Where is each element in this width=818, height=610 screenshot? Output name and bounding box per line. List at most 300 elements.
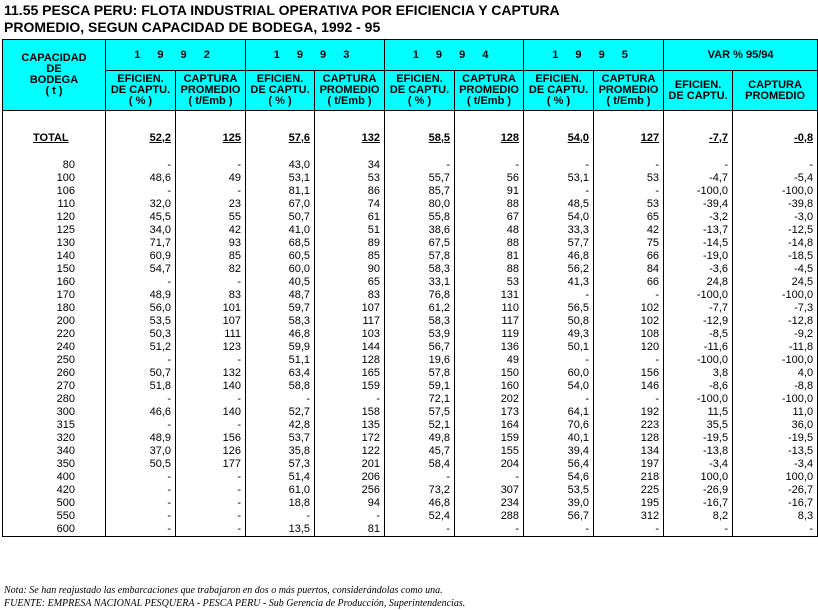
row-label: 150	[3, 263, 106, 276]
table-cell: 56,2	[524, 263, 594, 276]
table-cell: 88	[455, 263, 524, 276]
table-cell: -	[176, 510, 246, 523]
table-row	[3, 237, 818, 250]
header-efic-1995: EFICIEN. DE CAPTU. ( % )	[524, 71, 594, 111]
table-cell: 33,1	[385, 276, 455, 289]
table-cell: 128	[594, 432, 664, 445]
table-cell: -26,7	[733, 484, 818, 497]
table-cell: -16,7	[664, 497, 733, 510]
table-cell: 94	[315, 497, 385, 510]
row-label: 200	[3, 315, 106, 328]
table-cell: 120	[594, 341, 664, 354]
table-cell: 110	[455, 302, 524, 315]
table-cell: 158	[315, 406, 385, 419]
table-cell: 218	[594, 471, 664, 484]
row-label: 420	[3, 484, 106, 497]
table-cell: -	[385, 523, 455, 537]
spacer-cell	[246, 145, 315, 159]
table-cell: 45,5	[106, 211, 176, 224]
table-cell: -11,8	[733, 341, 818, 354]
table-cell: 67,0	[246, 198, 315, 211]
spacer-cell	[315, 111, 385, 132]
table-cell: -100,0	[664, 354, 733, 367]
table-cell: 85	[315, 250, 385, 263]
table-cell: 11,5	[664, 406, 733, 419]
table-cell: 86	[315, 185, 385, 198]
spacer-cell	[3, 145, 106, 159]
table-cell: 100,0	[664, 471, 733, 484]
table-cell: 56,4	[524, 458, 594, 471]
table-cell: 103	[315, 328, 385, 341]
table-cell: 177	[176, 458, 246, 471]
table-cell: 24,8	[664, 276, 733, 289]
table-cell: 40,1	[524, 432, 594, 445]
table-cell: 140	[176, 380, 246, 393]
table-cell: -	[455, 471, 524, 484]
table-cell: 108	[594, 328, 664, 341]
table-cell: 81	[315, 523, 385, 537]
row-label: 340	[3, 445, 106, 458]
table-cell: -	[106, 484, 176, 497]
table-cell: -39,8	[733, 198, 818, 211]
table-cell: -	[106, 159, 176, 172]
table-cell: 60,5	[246, 250, 315, 263]
table-cell: -9,2	[733, 328, 818, 341]
table-cell: 48,7	[246, 289, 315, 302]
table-cell: 67	[455, 211, 524, 224]
row-label: 315	[3, 419, 106, 432]
table-cell: 140	[176, 406, 246, 419]
table-cell: 67,5	[385, 237, 455, 250]
total-row	[3, 131, 818, 145]
row-label: 110	[3, 198, 106, 211]
table-cell: 34	[315, 159, 385, 172]
row-label: 270	[3, 380, 106, 393]
table-cell: 85	[176, 250, 246, 263]
row-label: 130	[3, 237, 106, 250]
table-cell: 50,3	[106, 328, 176, 341]
spacer-cell	[246, 111, 315, 132]
table-cell: 39,0	[524, 497, 594, 510]
table-cell: 56	[455, 172, 524, 185]
table-cell: -19,0	[664, 250, 733, 263]
table-cell: 58,8	[246, 380, 315, 393]
table-cell: 42	[594, 224, 664, 237]
table-cell: 54,0	[524, 380, 594, 393]
table-row	[3, 198, 818, 211]
table-cell: 82	[176, 263, 246, 276]
table-cell: -7,7	[664, 302, 733, 315]
table-row	[3, 523, 818, 537]
table-cell: 91	[455, 185, 524, 198]
spacer-cell	[455, 111, 524, 132]
table-cell: 45,7	[385, 445, 455, 458]
table-cell: -	[385, 159, 455, 172]
table-cell: 35,8	[246, 445, 315, 458]
table-cell: 34,0	[106, 224, 176, 237]
table-row	[3, 406, 818, 419]
table-cell: -	[176, 159, 246, 172]
table-cell: 18,8	[246, 497, 315, 510]
table-cell: -8,6	[664, 380, 733, 393]
table-cell: -	[315, 510, 385, 523]
table-cell: 37,0	[106, 445, 176, 458]
table-cell: 132	[315, 131, 385, 145]
table-cell: -12,9	[664, 315, 733, 328]
table-cell: 204	[455, 458, 524, 471]
table-cell: 49	[455, 354, 524, 367]
table-cell: -	[106, 393, 176, 406]
table-cell: 122	[315, 445, 385, 458]
table-cell: -	[176, 276, 246, 289]
table-cell: 50,7	[106, 367, 176, 380]
spacer-cell	[176, 111, 246, 132]
table-cell: 159	[315, 380, 385, 393]
table-row	[3, 484, 818, 497]
table-cell: -	[455, 523, 524, 537]
table-cell: 111	[176, 328, 246, 341]
table-cell: 54,7	[106, 263, 176, 276]
spacer-cell	[315, 145, 385, 159]
row-label: 170	[3, 289, 106, 302]
table-cell: 59,7	[246, 302, 315, 315]
table-cell: 53	[594, 172, 664, 185]
table-cell: 51	[315, 224, 385, 237]
table-cell: -3,2	[664, 211, 733, 224]
table-cell: 48,9	[106, 289, 176, 302]
table-cell: -19,5	[733, 432, 818, 445]
header-year-1994: 1 9 9 4	[385, 40, 524, 71]
header-capacidad-label: CAPACIDAD DE BODEGA ( t )	[21, 52, 87, 97]
table-row	[3, 211, 818, 224]
table-cell: -12,5	[733, 224, 818, 237]
table-cell: 117	[315, 315, 385, 328]
table-cell: 90	[315, 263, 385, 276]
row-label: 280	[3, 393, 106, 406]
header-capacidad	[3, 40, 106, 111]
table-cell: 64,1	[524, 406, 594, 419]
spacer-cell	[594, 111, 664, 132]
table-cell: -14,8	[733, 237, 818, 250]
table-cell: 134	[594, 445, 664, 458]
table-cell: 50,7	[246, 211, 315, 224]
table-cell: -	[176, 497, 246, 510]
table-cell: -	[106, 185, 176, 198]
table-row	[3, 354, 818, 367]
spacer-cell	[524, 111, 594, 132]
table-title-line2: PROMEDIO, SEGUN CAPACIDAD DE BODEGA, 1992 - 95	[4, 19, 381, 35]
table-cell: 49,3	[524, 328, 594, 341]
spacer-cell	[664, 145, 733, 159]
header-var-efic: EFICIEN. DE CAPTU.	[664, 71, 733, 111]
table-cell: 8,3	[733, 510, 818, 523]
table-cell: 197	[594, 458, 664, 471]
row-label: 260	[3, 367, 106, 380]
table-cell: 156	[594, 367, 664, 380]
table-cell: 156	[176, 432, 246, 445]
table-cell: -100,0	[733, 289, 818, 302]
table-row	[3, 367, 818, 380]
table-cell: 53	[455, 276, 524, 289]
table-cell: 57,6	[246, 131, 315, 145]
table-cell: 84	[594, 263, 664, 276]
table-cell: 76,8	[385, 289, 455, 302]
table-cell: 53,9	[385, 328, 455, 341]
table-cell: 55,8	[385, 211, 455, 224]
table-cell: -	[664, 159, 733, 172]
table-cell: 155	[455, 445, 524, 458]
source-note: FUENTE: EMPRESA NACIONAL PESQUERA - PESCA PERU - Sub Gerencia de Producción, Superintendencias.	[4, 598, 466, 609]
table-cell: 53	[315, 172, 385, 185]
header-year-1993: 1 9 9 3	[246, 40, 385, 71]
table-cell: 49,8	[385, 432, 455, 445]
table-cell: 93	[176, 237, 246, 250]
table-cell: -	[246, 510, 315, 523]
table-cell: 35,5	[664, 419, 733, 432]
table-cell: 60,9	[106, 250, 176, 263]
table-cell: -100,0	[664, 185, 733, 198]
table-cell: 57,3	[246, 458, 315, 471]
spacer-cell	[733, 145, 818, 159]
table-cell: 195	[594, 497, 664, 510]
table-cell: 75	[594, 237, 664, 250]
table-row	[3, 328, 818, 341]
table-cell: 150	[455, 367, 524, 380]
table-cell: 144	[315, 341, 385, 354]
table-cell: 11,0	[733, 406, 818, 419]
table-cell: 48,9	[106, 432, 176, 445]
table-cell: 206	[315, 471, 385, 484]
table-cell: 54,0	[524, 131, 594, 145]
spacer-cell	[385, 111, 455, 132]
table-cell: 57,8	[385, 367, 455, 380]
table-cell: -	[594, 354, 664, 367]
table-cell: -13,8	[664, 445, 733, 458]
table-cell: 119	[455, 328, 524, 341]
table-cell: 52,4	[385, 510, 455, 523]
table-cell: -14,5	[664, 237, 733, 250]
table-row	[3, 172, 818, 185]
table-cell: -	[176, 185, 246, 198]
row-label: 350	[3, 458, 106, 471]
table-cell: -3,4	[664, 458, 733, 471]
table-row	[3, 471, 818, 484]
row-label: 250	[3, 354, 106, 367]
table-row	[3, 276, 818, 289]
table-cell: -100,0	[733, 393, 818, 406]
table-cell: -	[246, 393, 315, 406]
table-cell: -8,8	[733, 380, 818, 393]
table-cell: -11,6	[664, 341, 733, 354]
row-label: 220	[3, 328, 106, 341]
table-cell: 68,5	[246, 237, 315, 250]
spacer-cell	[524, 145, 594, 159]
header-captura-1993: CAPTURA PROMEDIO ( t/Emb )	[315, 71, 385, 111]
table-cell: 57,8	[385, 250, 455, 263]
table-cell: 53,5	[524, 484, 594, 497]
table-row	[3, 393, 818, 406]
table-cell: 58,4	[385, 458, 455, 471]
table-cell: 32,0	[106, 198, 176, 211]
header-year-1995: 1 9 9 5	[524, 40, 664, 71]
table-cell: 63,4	[246, 367, 315, 380]
row-label: 100	[3, 172, 106, 185]
table-cell: 60,0	[246, 263, 315, 276]
table-cell: 192	[594, 406, 664, 419]
table-cell: -39,4	[664, 198, 733, 211]
table-cell: 55	[176, 211, 246, 224]
table-cell: 160	[455, 380, 524, 393]
table-cell: -16,7	[733, 497, 818, 510]
spacer-cell	[106, 111, 176, 132]
table-cell: -	[176, 471, 246, 484]
table-row	[3, 185, 818, 198]
table-body	[3, 111, 818, 537]
table-cell: 36,0	[733, 419, 818, 432]
spacer-cell	[106, 145, 176, 159]
row-label: 140	[3, 250, 106, 263]
table-cell: 46,6	[106, 406, 176, 419]
footnote: Nota: Se han reajustado las embarcaciones que trabajaron en dos o más puertos, considerándolas como una.	[4, 585, 443, 596]
table-cell: 127	[594, 131, 664, 145]
table-cell: 172	[315, 432, 385, 445]
table-cell: 88	[455, 198, 524, 211]
table-cell: 40,5	[246, 276, 315, 289]
table-cell: 135	[315, 419, 385, 432]
table-cell: -	[176, 484, 246, 497]
table-cell: -4,5	[733, 263, 818, 276]
table-cell: 201	[315, 458, 385, 471]
table-cell: 39,4	[524, 445, 594, 458]
row-label: 80	[3, 159, 106, 172]
table-cell: -13,7	[664, 224, 733, 237]
table-cell: -	[524, 185, 594, 198]
table-cell: 4,0	[733, 367, 818, 380]
table-cell: 66	[594, 276, 664, 289]
header-var-captura: CAPTURA PROMEDIO	[733, 71, 818, 111]
spacer-cell	[385, 145, 455, 159]
header-efic-1994: EFICIEN. DE CAPTU. ( % )	[385, 71, 455, 111]
table-cell: 107	[315, 302, 385, 315]
table-cell: 48,6	[106, 172, 176, 185]
table-cell: 83	[315, 289, 385, 302]
header-efic-1992: EFICIEN. DE CAPTU. ( % )	[106, 71, 176, 111]
table-cell: -	[176, 419, 246, 432]
row-label: 400	[3, 471, 106, 484]
table-cell: -100,0	[664, 289, 733, 302]
table-cell: 56,7	[385, 341, 455, 354]
table-cell: 126	[176, 445, 246, 458]
table-cell: -4,7	[664, 172, 733, 185]
table-cell: 56,0	[106, 302, 176, 315]
table-cell: 49	[176, 172, 246, 185]
table-cell: 53,1	[524, 172, 594, 185]
header-year-1992: 1 9 9 2	[106, 40, 246, 71]
table-cell: 52,1	[385, 419, 455, 432]
table-cell: -3,4	[733, 458, 818, 471]
table-cell: -100,0	[733, 354, 818, 367]
table-cell: 61	[315, 211, 385, 224]
table-cell: 58,3	[385, 263, 455, 276]
spacer-row	[3, 111, 818, 132]
header-efic-1993: EFICIEN. DE CAPTU. ( % )	[246, 71, 315, 111]
table-cell: 59,9	[246, 341, 315, 354]
table-row	[3, 341, 818, 354]
table-cell: -	[594, 159, 664, 172]
table-cell: -18,5	[733, 250, 818, 263]
header-captura-1994: CAPTURA PROMEDIO ( t/Emb )	[455, 71, 524, 111]
table-cell: 80,0	[385, 198, 455, 211]
table-cell: -7,7	[664, 131, 733, 145]
table-cell: 128	[455, 131, 524, 145]
table-cell: 51,1	[246, 354, 315, 367]
spacer-cell	[176, 145, 246, 159]
table-cell: 73,2	[385, 484, 455, 497]
table-cell: 8,2	[664, 510, 733, 523]
row-label: 106	[3, 185, 106, 198]
table-cell: -	[524, 159, 594, 172]
table-cell: -	[733, 523, 818, 537]
row-label: 160	[3, 276, 106, 289]
table-cell: 74	[315, 198, 385, 211]
table-cell: -19,5	[664, 432, 733, 445]
table-cell: 51,2	[106, 341, 176, 354]
table-row	[3, 302, 818, 315]
table-cell: 81,1	[246, 185, 315, 198]
table-cell: 89	[315, 237, 385, 250]
row-label: 600	[3, 523, 106, 537]
table-cell: 51,8	[106, 380, 176, 393]
table-cell: 83	[176, 289, 246, 302]
table-cell: -	[524, 289, 594, 302]
table-row	[3, 419, 818, 432]
row-label: 120	[3, 211, 106, 224]
table-row	[3, 224, 818, 237]
table-cell: -	[106, 419, 176, 432]
table-cell: 50,1	[524, 341, 594, 354]
table-row	[3, 458, 818, 471]
table-cell: -	[106, 523, 176, 537]
table-cell: 146	[594, 380, 664, 393]
table-cell: 101	[176, 302, 246, 315]
table-cell: -7,3	[733, 302, 818, 315]
table-cell: 58,3	[246, 315, 315, 328]
table-cell: 59,1	[385, 380, 455, 393]
spacer-cell	[3, 111, 106, 132]
table-cell: -26,9	[664, 484, 733, 497]
table-cell: -	[106, 510, 176, 523]
fleet-table	[2, 39, 818, 537]
table-cell: 71,7	[106, 237, 176, 250]
header-captura-1995: CAPTURA PROMEDIO ( t/Emb )	[594, 71, 664, 111]
table-cell: 41,3	[524, 276, 594, 289]
table-row	[3, 263, 818, 276]
table-cell: 48,5	[524, 198, 594, 211]
spacer-cell	[455, 145, 524, 159]
table-cell: -	[455, 159, 524, 172]
spacer-cell	[594, 145, 664, 159]
header-captura-1992: CAPTURA PROMEDIO ( t/Emb )	[176, 71, 246, 111]
spacer-cell	[733, 111, 818, 132]
table-cell: 307	[455, 484, 524, 497]
table-cell: 54,6	[524, 471, 594, 484]
row-label: TOTAL	[3, 131, 106, 145]
row-label: 500	[3, 497, 106, 510]
table-cell: -0,8	[733, 131, 818, 145]
table-cell: 202	[455, 393, 524, 406]
table-cell: 102	[594, 315, 664, 328]
table-cell: 50,5	[106, 458, 176, 471]
